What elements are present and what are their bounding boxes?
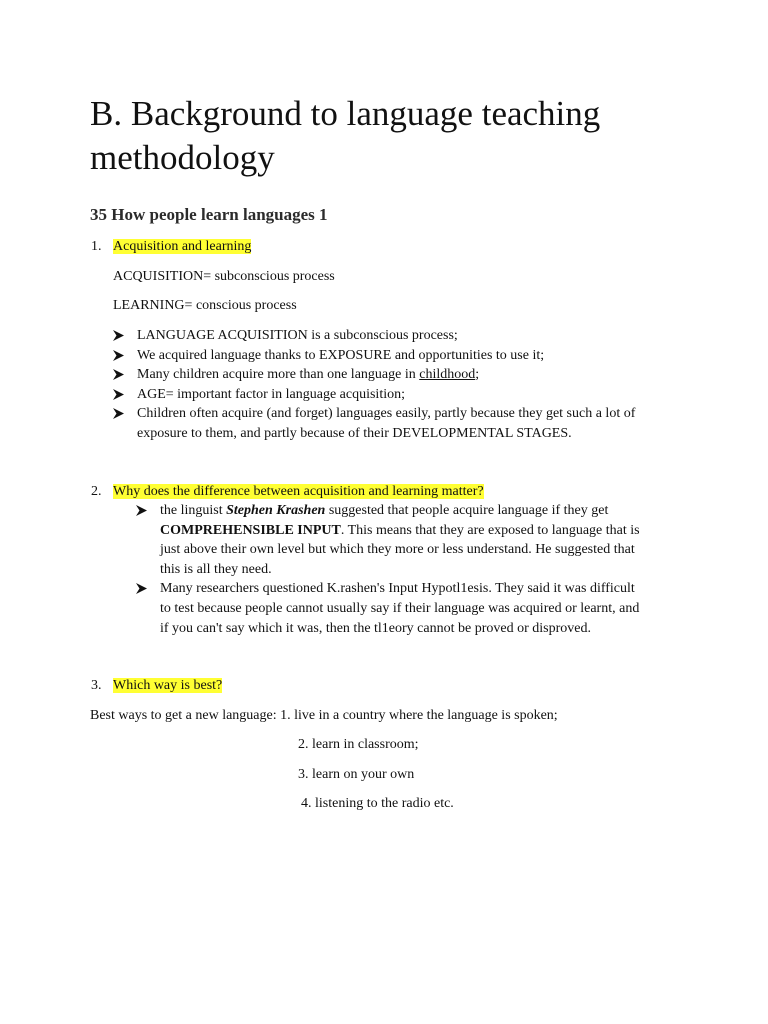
acquisition-definition: ACQUISITION= subconscious process: [113, 269, 335, 284]
list-item: [113, 346, 713, 366]
bullet-text-post: ;: [475, 367, 480, 383]
bullet-text-underlined: childhood: [419, 367, 476, 383]
arrowhead-bullet-icon: [113, 365, 125, 385]
arrowhead-bullet-icon: [113, 385, 125, 405]
section1-heading: [113, 237, 251, 257]
bullet-text-pre: the linguist: [160, 503, 227, 518]
section2-heading-text: Why does the difference between acquisition and learning matter?: [113, 484, 484, 499]
arrowhead-bullet-icon: [136, 579, 148, 599]
learning-definition: LEARNING= conscious process: [113, 298, 297, 313]
bullet-text-pre: Many children acquire more than one language in: [137, 367, 420, 383]
section1-heading-text: Acquisition and learning: [113, 239, 252, 254]
section3-heading: [113, 676, 222, 696]
arrowhead-bullet-icon: [113, 326, 125, 346]
list-item: [113, 365, 713, 385]
arrowhead-bullet-icon: [136, 501, 148, 521]
bullet-text: AGE= important factor in language acquisition;: [137, 386, 405, 402]
section2-bullet-list: [136, 501, 696, 638]
arrowhead-bullet-icon: [113, 346, 125, 366]
bullet-text: LANGUAGE ACQUISITION is a subconscious process;: [137, 328, 458, 343]
bullet-text-line3: if you can't say which it was, then the tl1eory cannot be proved or disproved.: [160, 620, 591, 636]
bullet-text-line2: exposure to them, and partly because of their DEVELOPMENTAL STAGES.: [137, 425, 572, 441]
best-way-item-3: 3. learn on your own: [298, 767, 415, 782]
best-way-item-2: 2. learn in classroom;: [298, 737, 419, 752]
section1-number: 1.: [91, 239, 102, 254]
comprehensible-input-term: COMPREHENSIBLE INPUT: [160, 522, 341, 538]
bullet-text-mid: suggested that people acquire language if they get: [325, 503, 609, 518]
list-item: [136, 579, 696, 638]
best-ways-intro: Best ways to get a new language: 1. live in a country where the language is spoken;: [90, 708, 558, 723]
bullet-text-line1: Many researchers questioned K.rashen's Input Hypotl1esis. They said it was difficult: [160, 581, 635, 597]
list-item: [136, 501, 696, 579]
linguist-name: Stephen Krashen: [226, 503, 326, 518]
bullet-text: We acquired language thanks to EXPOSURE and opportunities to use it;: [137, 347, 545, 363]
list-item: [113, 404, 713, 443]
bullet-text-line2-rest: . This means that they are exposed to language that is: [340, 522, 640, 538]
document-title: B. Background to language teaching methodology: [90, 94, 601, 177]
arrowhead-bullet-icon: [113, 404, 125, 424]
section3-number: 3.: [91, 678, 102, 693]
bullet-text-line1: Children often acquire (and forget) languages easily, partly because they get such a lot of: [137, 406, 636, 422]
best-way-item-4: 4. listening to the radio etc.: [301, 796, 454, 811]
section-subtitle: 35 How people learn languages 1: [90, 205, 328, 224]
section1-bullet-list: [113, 326, 713, 444]
list-item: [113, 326, 713, 346]
section3-heading-text: Which way is best?: [113, 678, 223, 693]
bullet-text-line3: just above their own level but which they more or less understand. He suggested that: [160, 542, 635, 558]
bullet-text-line2: to test because people cannot usually say if their language was acquired or learnt, and: [160, 600, 640, 616]
section2-number: 2.: [91, 484, 102, 499]
section2-heading: [113, 482, 484, 502]
bullet-text-line4: this is all they need.: [160, 561, 272, 577]
list-item: [113, 385, 713, 405]
